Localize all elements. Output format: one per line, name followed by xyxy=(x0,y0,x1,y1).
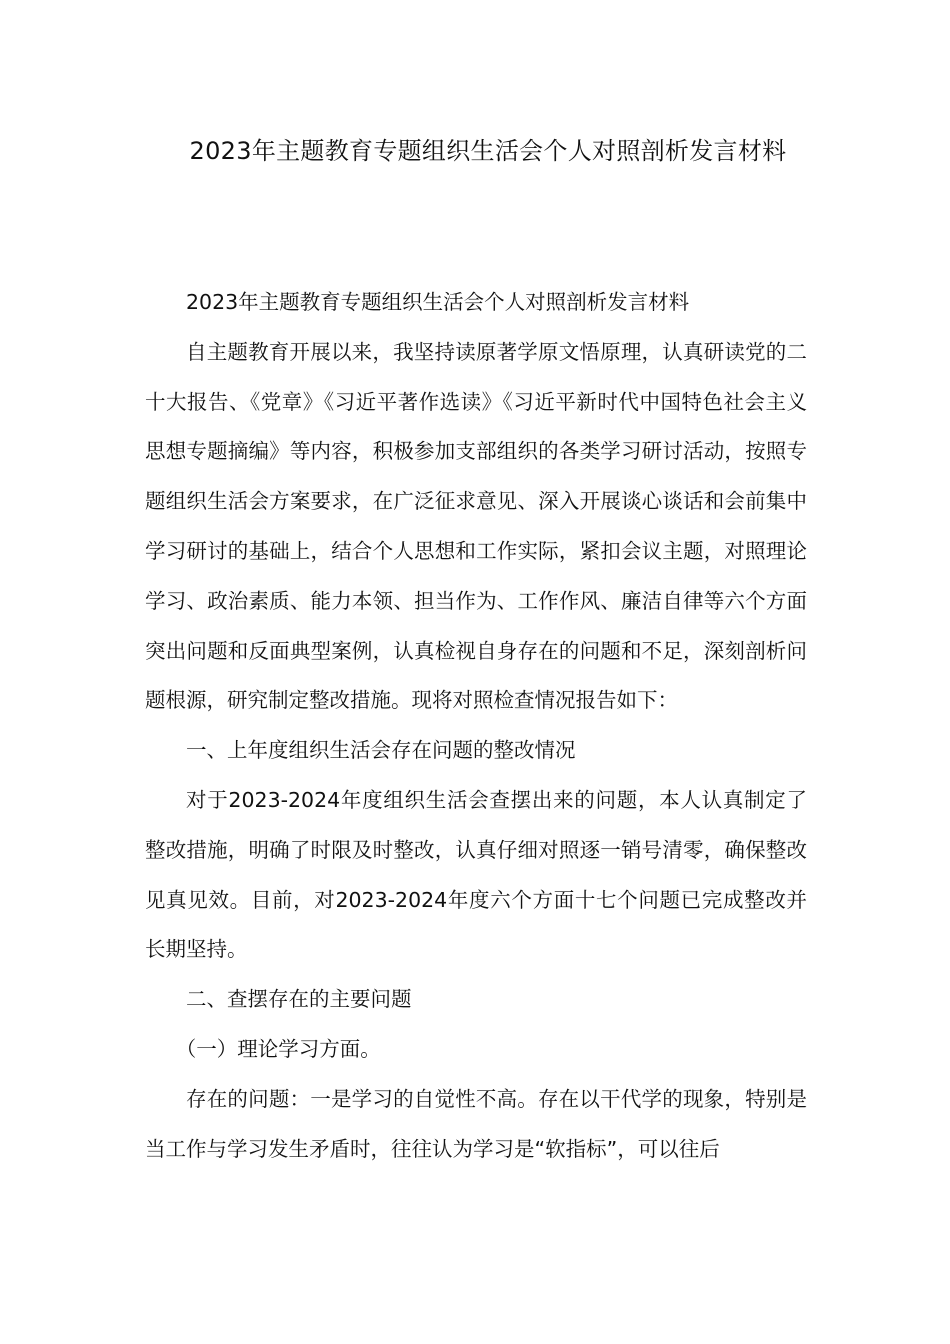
section-heading-2: 二、查摆存在的主要问题 xyxy=(186,987,412,1012)
subsection-heading-2-1: （一）理论学习方面。 xyxy=(175,1036,381,1061)
intro-paragraph: 自主题教育开展以来，我坚持读原著学原文悟原理，认真研读党的二十大报告、《党章》《习近平著作选读》《习近平新时代中国特色社会主义思想专题摘编》等内容，积极参加支部组织的各类学习研讨活动，按照专题组织生活会方案要求，在广泛征求意见、深入开展谈心谈话和会前集中学习研讨的基础上，结合个人思想和工作实际，紧扣会议主题，对照理论学习、政治素质、能力本领、担当作为、工作作风、廉洁自律等六个方面突出问题和反面典型案例，认真检视自身存在的问题和不足，深刻剖析问题根源，研究制定整改措施。现将对照检查情况报告如下： xyxy=(145,339,807,713)
document-title: 2023年主题教育专题组织生活会个人对照剖析发言材料 xyxy=(189,137,787,165)
subsection-2-1-paragraph: 存在的问题：一是学习的自觉性不高。存在以干代学的现象，特别是当工作与学习发生矛盾时，往往认为学习是“软指标”，可以往后 xyxy=(145,1086,807,1161)
document-subtitle: 2023年主题教育专题组织生活会个人对照剖析发言材料 xyxy=(186,290,690,314)
section-heading-1: 一、上年度组织生活会存在问题的整改情况 xyxy=(186,738,576,763)
section-1-paragraph: 对于2023-2024年度组织生活会查摆出来的问题，本人认真制定了整改措施，明确了时限及时整改，认真仔细对照逐一销号清零，确保整改见真见效。目前，对2023-2024年度六个方面十七个问题已完成整改并长期坚持。 xyxy=(145,787,807,962)
document-body xyxy=(145,278,807,1174)
